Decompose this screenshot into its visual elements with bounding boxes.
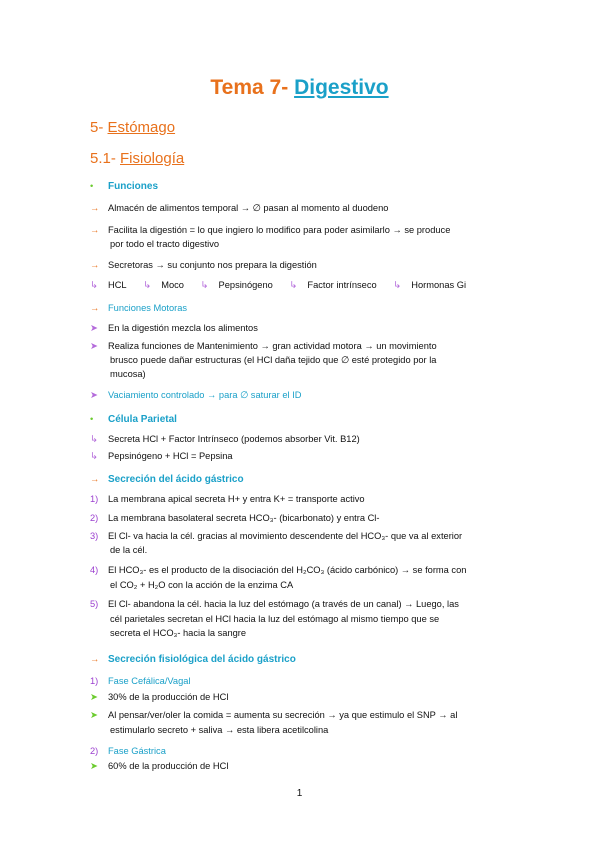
item-text: Realiza funciones de Mantenimiento → gran actividad motora → un movimiento bbox=[108, 341, 437, 351]
heading-number: 5- bbox=[90, 119, 108, 136]
list-item-cont bbox=[92, 542, 550, 559]
list-item-cont bbox=[92, 577, 550, 594]
number-marker: 2) bbox=[90, 746, 99, 756]
arrow-icon: → bbox=[90, 303, 100, 313]
item-text: 30% de la producción de HCl bbox=[108, 692, 229, 702]
page-number: 1 bbox=[296, 788, 303, 799]
list-item bbox=[90, 320, 530, 337]
item-text: El Cl- va hacia la cél. gracias al movimiento descendente del HCO₃- que va al exterior bbox=[108, 531, 463, 541]
section-motoras bbox=[90, 300, 530, 317]
triangle-bullet-icon: ➤ bbox=[90, 390, 98, 400]
heading-number: 5.1- bbox=[90, 150, 121, 167]
item-text: de la cél. bbox=[110, 545, 148, 555]
list-item bbox=[90, 673, 530, 690]
item-text: Secretoras → su conjunto nos prepara la digestión bbox=[108, 260, 317, 270]
triangle-bullet-icon: ➤ bbox=[90, 323, 98, 333]
section-funciones bbox=[90, 178, 530, 195]
section-parietal bbox=[90, 411, 530, 428]
hook-arrow-icon: ↳ bbox=[90, 434, 98, 444]
item-text: La membrana apical secreta H+ y entra K+ = transporte activo bbox=[108, 494, 365, 504]
hook-arrow-icon: ↳ bbox=[289, 280, 298, 290]
number-marker: 2) bbox=[90, 513, 99, 523]
item-text: En la digestión mezcla los alimentos bbox=[108, 323, 258, 333]
item-text: Fase Cefálica/Vagal bbox=[108, 676, 191, 686]
item-text: Pepsinógeno + HCl = Pepsina bbox=[108, 451, 233, 461]
list-item bbox=[90, 448, 530, 465]
section-head: Secreción fisiológica del ácido gástrico bbox=[108, 654, 296, 665]
item-text: estimularlo secreto + saliva → esta libera acetilcolina bbox=[110, 725, 329, 735]
item-text: secreta el HCO₃- hacia la sangre bbox=[110, 628, 247, 638]
list-item bbox=[90, 689, 530, 706]
heading-fisiologia bbox=[90, 150, 184, 167]
item-text: 60% de la producción de HCl bbox=[108, 761, 229, 771]
list-item bbox=[201, 277, 273, 294]
triangle-bullet-icon: ➤ bbox=[90, 692, 98, 702]
list-item bbox=[90, 431, 530, 448]
secretion-items bbox=[90, 277, 530, 294]
list-item-cont bbox=[92, 625, 550, 642]
arrow-icon: → bbox=[90, 654, 100, 664]
title-prefix: Tema 7- bbox=[210, 76, 295, 99]
item-text: El Cl- abandona la cél. hacia la luz del estómago (a través de un canal) → Luego, las bbox=[108, 599, 459, 609]
hook-arrow-icon: ↳ bbox=[393, 280, 402, 290]
item-text: Vaciamiento controlado → para ∅ saturar el ID bbox=[108, 390, 302, 400]
section-secrecion bbox=[90, 471, 530, 488]
triangle-bullet-icon: ➤ bbox=[90, 341, 98, 351]
list-item bbox=[90, 387, 530, 404]
heading-label: Fisiología bbox=[120, 150, 185, 167]
section-head: Secreción del ácido gástrico bbox=[108, 474, 244, 485]
arrow-icon: → bbox=[90, 474, 100, 484]
arrow-icon: → bbox=[90, 203, 100, 213]
item-text: Al pensar/ver/oler la comida = aumenta su secreción → ya que estimulo el SNP → al bbox=[108, 710, 458, 720]
list-item bbox=[90, 510, 530, 527]
section-fisiologica bbox=[90, 651, 530, 668]
item-text: La membrana basolateral secreta HCO₃- (bicarbonato) y entra Cl- bbox=[108, 513, 380, 523]
list-item bbox=[90, 491, 530, 508]
document-title bbox=[0, 76, 599, 100]
list-item-cont bbox=[92, 366, 550, 383]
item-text: Almacén de alimentos temporal → ∅ pasan al momento al duodeno bbox=[108, 203, 389, 213]
section-head: Funciones Motoras bbox=[108, 303, 188, 313]
item-text: Secreta HCl + Factor Intrínseco (podemos absorber Vit. B12) bbox=[108, 434, 360, 444]
item-text: Fase Gástrica bbox=[108, 746, 166, 756]
item-text: mucosa) bbox=[110, 369, 146, 379]
list-item bbox=[289, 277, 376, 294]
bullet-icon: • bbox=[90, 414, 94, 424]
list-item-cont bbox=[92, 236, 550, 253]
list-item bbox=[393, 277, 466, 294]
item-text: El HCO₃- es el producto de la disociación del H₂CO₃ (ácido carbónico) → se forma con bbox=[108, 565, 467, 575]
item-text: Hormonas Gi bbox=[411, 280, 467, 290]
section-head: Funciones bbox=[108, 181, 159, 192]
title-main: Digestivo bbox=[294, 76, 389, 99]
item-text: Pepsinógeno bbox=[218, 280, 273, 290]
list-item bbox=[90, 758, 530, 775]
list-item bbox=[143, 277, 184, 294]
number-marker: 1) bbox=[90, 494, 99, 504]
bullet-icon: • bbox=[90, 181, 94, 191]
list-item bbox=[90, 257, 530, 274]
section-head: Célula Parietal bbox=[108, 414, 177, 425]
item-text: el CO₂ + H₂O con la acción de la enzima CA bbox=[110, 580, 294, 590]
number-marker: 4) bbox=[90, 565, 99, 575]
arrow-icon: → bbox=[90, 225, 100, 235]
hook-arrow-icon: ↳ bbox=[143, 280, 151, 290]
number-marker: 5) bbox=[90, 599, 99, 609]
heading-label: Estómago bbox=[107, 119, 176, 136]
item-text: Factor intrínseco bbox=[307, 280, 377, 290]
triangle-bullet-icon: ➤ bbox=[90, 710, 98, 720]
number-marker: 3) bbox=[90, 531, 99, 541]
arrow-icon: → bbox=[90, 260, 100, 270]
item-text: por todo el tracto digestivo bbox=[110, 239, 220, 249]
item-text: Moco bbox=[161, 280, 184, 290]
hook-arrow-icon: ↳ bbox=[90, 280, 98, 290]
item-text: HCL bbox=[108, 280, 127, 290]
number-marker: 1) bbox=[90, 676, 99, 686]
list-item bbox=[90, 200, 530, 217]
item-text: cél parietales secretan el HCl hacia la luz del estómago al mismo tiempo que se bbox=[110, 614, 440, 624]
list-item bbox=[90, 277, 127, 294]
list-item-cont bbox=[92, 722, 550, 739]
item-text: brusco puede dañar estructuras (el HCl daña tejido que ∅ esté protegido por la bbox=[110, 355, 437, 365]
heading-estomago bbox=[90, 119, 175, 136]
triangle-bullet-icon: ➤ bbox=[90, 761, 98, 771]
item-text: Facilita la digestión = lo que ingiero lo modifico para poder asimilarlo → se produce bbox=[108, 225, 451, 235]
hook-arrow-icon: ↳ bbox=[90, 451, 98, 461]
hook-arrow-icon: ↳ bbox=[200, 280, 209, 290]
